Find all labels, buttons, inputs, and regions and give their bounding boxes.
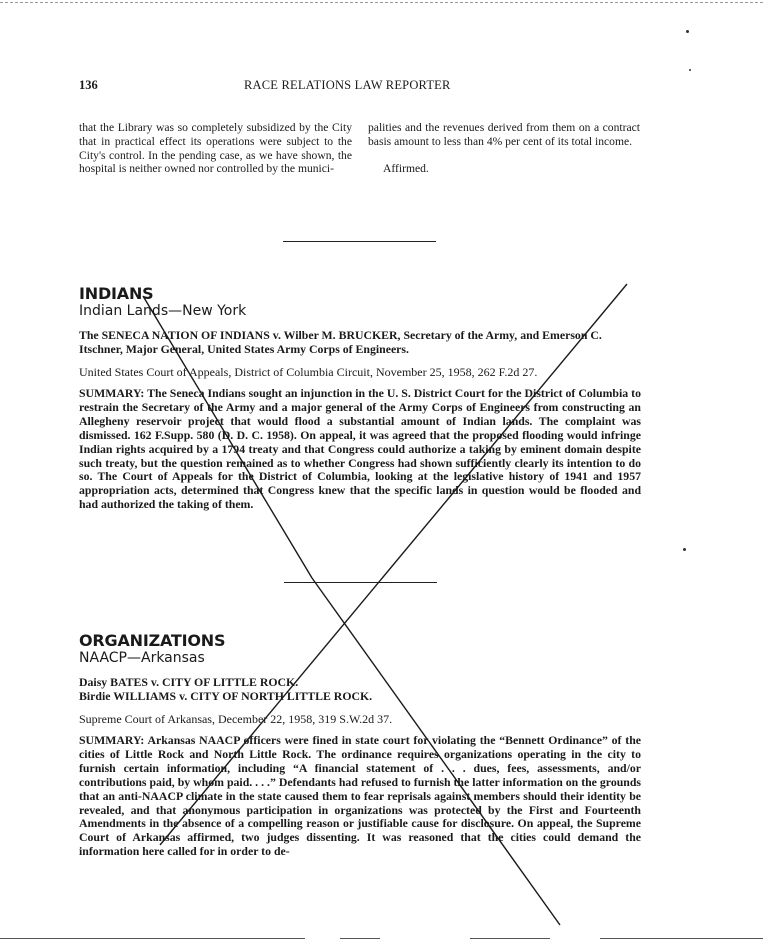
cross-out-stroke [312, 578, 560, 925]
running-head: RACE RELATIONS LAW REPORTER [244, 78, 451, 92]
carryover-left-text: that the Library was so completely subsidized by the City that in practical effect its operations were subject to the City's control. In the pending case, as we have shown, the hospital is neither owned nor controlled by the munici- [79, 121, 352, 176]
cross-out-stroke [143, 296, 312, 578]
case-title-line: Birdie WILLIAMS v. CITY OF NORTH LITTLE ROCK. [79, 689, 373, 703]
section-subtopic-heading: Indian Lands—New York [79, 303, 247, 319]
scan-speck [689, 69, 691, 71]
disposition-affirmed: Affirmed. [383, 161, 429, 175]
summary-label: SUMMARY: [79, 386, 145, 400]
carryover-right-text: palities and the revenues derived from them on a contract basis amount to less than 4% per cent of its total income. [368, 121, 640, 148]
summary-label: SUMMARY: [79, 733, 145, 747]
summary-text: The Seneca Indians sought an injunction in the U. S. District Court for the District of Columbia to restrain the Secretary of the Army and a major general of the Army Corps of Engineers from constructing an Allegheny reservoir project that would flood a substantial amount of Indian lands. The complaint was dismissed. 162 F.Supp. 580 (D. D. C. 1958). On appeal, it was agreed that the proposed flooding would infringe Indian rights acquired by a 1794 treaty and that Congress could authorize a taking by eminent domain despite such treaty, but the question remained as to whether Congress had shown sufficiently clearly its intention to do so. The Court of Appeals for the District of Columbia, looking at the legislative history of 1941 and 1957 appropriation acts, determined that Congress knew that the specific lands in question would be flooded and had authorized the taking of them. [79, 386, 641, 512]
bottom-edge-rule [340, 938, 380, 939]
case-citation: United States Court of Appeals, District of Columbia Circuit, November 25, 1958, 262 F.2d 27. [79, 365, 538, 379]
bottom-edge-rule [470, 938, 550, 939]
case-title: The SENECA NATION OF INDIANS v. Wilber M. BRUCKER, Secretary of the Army, and Emerson C. Itschner, Major General, United States Army Corps of Engineers. [79, 328, 602, 356]
case-title-line: Daisy BATES v. CITY OF LITTLE ROCK. [79, 675, 299, 689]
section-subtopic-heading: NAACP—Arkansas [79, 650, 205, 666]
bottom-edge-rule [0, 938, 305, 939]
scan-speck [686, 30, 689, 33]
case-citation: Supreme Court of Arkansas, December 22, 1958, 319 S.W.2d 37. [79, 712, 393, 726]
cross-out-stroke [160, 284, 627, 845]
scan-speck [683, 548, 686, 551]
summary-text: Arkansas NAACP officers were fined in state court for violating the “Bennett Ordinance” of the cities of Little Rock and North Little Rock. The ordinance requires organizations operating in the city to furnish certain information, including “A financial statement of . . . dues, fees, assessments, and/or contributions paid, by whom paid. . . .” Defendants had refused to furnish the latter information on the grounds that an anti-NAACP climate in the state caused them to fear reprisals against members should their identity be revealed, and that anonymous participation in organizations was protected by the First and Fourteenth Amendments in the absence of a compelling reason or justifiable cause for disclosure. On appeal, the Supreme Court of Arkansas affirmed, two judges dissenting. It was reasoned that the cities could demand the information here called for in order to de- [79, 733, 641, 859]
bottom-edge-rule [600, 938, 763, 939]
page-number: 136 [79, 78, 98, 92]
section-topic-heading: INDIANS [79, 284, 154, 303]
section-topic-heading: ORGANIZATIONS [79, 631, 226, 650]
